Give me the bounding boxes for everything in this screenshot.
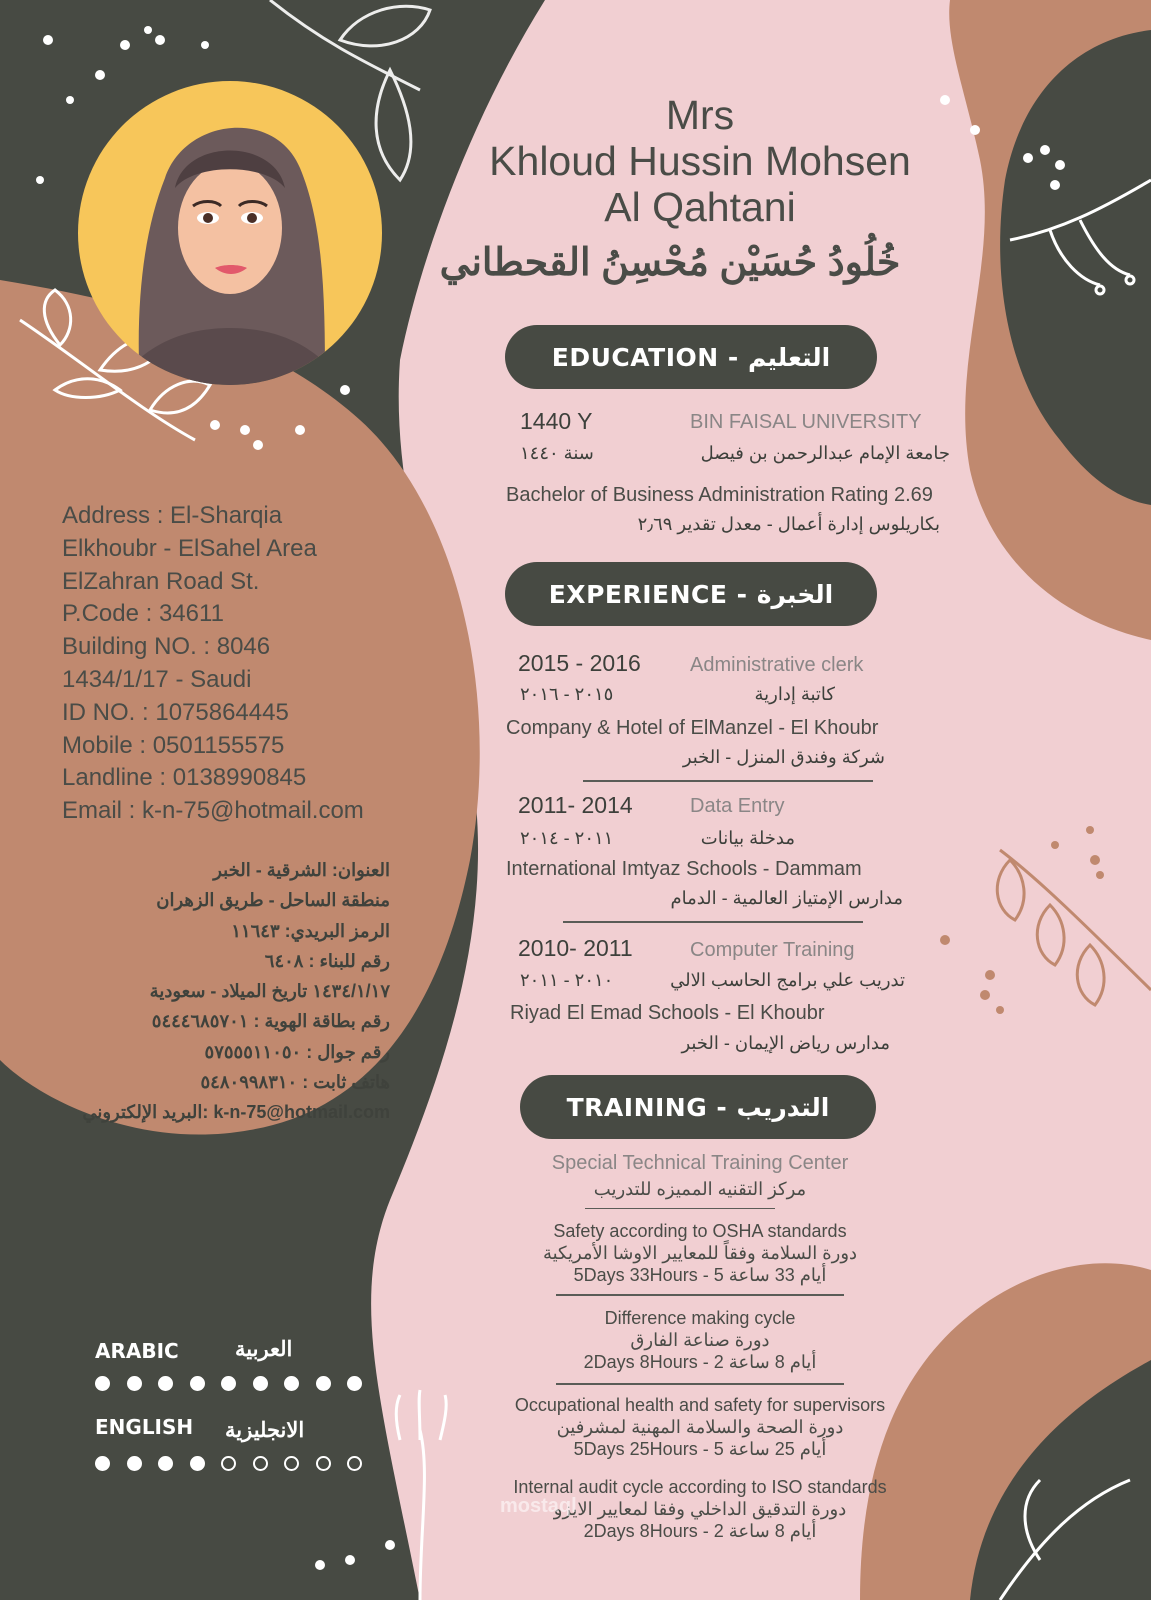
level-dot-filled [316, 1376, 331, 1391]
training-duration: 5Days 33Hours - 5 أيام 33 ساعة [573, 1265, 827, 1285]
contact-arabic [30, 855, 390, 1128]
language-label-ar: العربية [235, 1338, 293, 1361]
divider [563, 921, 863, 923]
training-item [480, 1394, 920, 1460]
name-prefix: Mrs [665, 92, 735, 138]
education-university: BIN FAISAL UNIVERSITY [690, 411, 922, 433]
contact-english [62, 500, 364, 828]
experience-company: International Imtyaz Schools - Dammam [506, 858, 862, 880]
contact-email: Email : k-n-75@hotmail.com [62, 797, 364, 825]
contact-line-ar: هاتف ثابت : ٥٤٨٠٩٩٨٣١٠ [200, 1072, 390, 1093]
contact-line: ID NO. : 1075864445 [62, 698, 289, 726]
level-dot-empty [316, 1456, 331, 1471]
level-dot-filled [221, 1376, 236, 1391]
name-line-2: Al Qahtani [604, 184, 796, 230]
experience-role-ar: كاتبة إدارية [754, 684, 835, 704]
training-title: Internal audit cycle according to ISO standards [513, 1477, 887, 1497]
contact-line: 1434/1/17 - Saudi [62, 665, 252, 693]
contact-line-ar: ١٤٣٤/١/١٧ تاريخ الميلاد - سعودية [149, 981, 390, 1002]
education-degree: Bachelor of Business Administration Rating 2.69 [506, 484, 933, 506]
training-title: Safety according to OSHA standards [553, 1221, 847, 1241]
contact-line: P.Code : 34611 [62, 600, 224, 628]
divider [585, 1208, 775, 1209]
experience-company-ar: مدارس الإمتياز العالمية - الدمام [670, 888, 903, 908]
level-dot-empty [253, 1456, 268, 1471]
contact-line-ar: رقم للبناء : ٦٤٠٨ [264, 950, 390, 971]
experience-company: Company & Hotel of ElManzel - El Khoubr [506, 717, 879, 739]
contact-line-ar: العنوان: الشرقية - الخبر [213, 860, 390, 880]
training-title: Occupational health and safety for supervisors [514, 1395, 886, 1415]
education-year-ar: سنة ١٤٤٠ [520, 443, 594, 463]
divider [556, 1294, 844, 1296]
contact-line: Building NO. : 8046 [62, 633, 271, 661]
avatar [75, 78, 385, 388]
language-label-ar: الانجليزية [225, 1419, 305, 1442]
training-title-ar: دورة صناعة الفارق [630, 1330, 770, 1350]
contact-line: Elkhoubr - ElSahel Area [62, 534, 317, 562]
training-title-ar: دورة الصحة والسلامة المهنية لمشرفين [556, 1417, 844, 1437]
level-dot-filled [190, 1456, 205, 1471]
level-dot-filled [95, 1376, 110, 1391]
level-dot-filled [190, 1376, 205, 1391]
training-duration: 2Days 8Hours - 2 أيام 8 ساعة [583, 1521, 817, 1541]
level-dot-filled [158, 1456, 173, 1471]
experience-years-ar: ٢٠١٠ - ٢٠١١ [520, 970, 614, 990]
language-level-english [95, 1456, 375, 1472]
training-title-ar: دورة السلامة وفقاً للمعايير الاوشا الأمريكية [542, 1243, 858, 1263]
level-dot-empty [347, 1456, 362, 1471]
experience-role: Computer Training [690, 939, 855, 961]
training-title-ar: دورة التدقيق الداخلي وفقا لمعايير الايزو [553, 1499, 847, 1519]
experience-company-ar: مدارس رياض الإيمان - الخبر [681, 1033, 890, 1053]
experience-years-ar: ٢٠١١ - ٢٠١٤ [520, 828, 614, 848]
level-dot-filled [95, 1456, 110, 1471]
education-year: 1440 Y [520, 408, 593, 434]
name-arabic: خُلُودُ حُسَيْن مُحْسِنُ القحطاني [439, 242, 901, 284]
name-line-1: Khloud Hussin Mohsen [489, 138, 911, 184]
contact-line: ElZahran Road St. [62, 567, 260, 595]
language-level-arabic [95, 1376, 375, 1392]
contact-line-ar: الرمز البريدي: ١١٦٤٣ [231, 920, 390, 941]
level-dot-empty [221, 1456, 236, 1471]
watermark: mostaql [500, 1495, 577, 1517]
level-dot-filled [127, 1376, 142, 1391]
level-dot-filled [127, 1456, 142, 1471]
experience-company: Riyad El Emad Schools - El Khoubr [510, 1002, 825, 1024]
training-heading: TRAINING - التدريب [520, 1075, 876, 1139]
level-dot-filled [158, 1376, 173, 1391]
contact-line-ar: رقم بطاقة الهوية : ٥٤٤٤٦٨٥٧٠١ [151, 1011, 390, 1032]
divider [556, 1383, 844, 1385]
training-center: Special Technical Training Center [551, 1152, 849, 1174]
divider [583, 780, 873, 782]
level-dot-filled [253, 1376, 268, 1391]
level-dot-filled [347, 1376, 362, 1391]
experience-years-ar: ٢٠١٥ - ٢٠١٦ [520, 684, 614, 704]
experience-heading: EXPERIENCE - الخبرة [505, 562, 877, 626]
language-label: ARABIC [95, 1339, 179, 1363]
experience-role: Administrative clerk [690, 654, 864, 676]
experience-role-ar: تدريب علي برامج الحاسب الالي [670, 970, 905, 990]
experience-years: 2011- 2014 [518, 792, 633, 818]
contact-line-ar: منطقة الساحل - طريق الزهران [156, 890, 390, 911]
contact-line: Mobile : 0501155575 [62, 731, 285, 759]
training-title: Difference making cycle [604, 1308, 796, 1328]
contact-line-ar: رقم جوال : ٥٧٥٥٥١١٠٥٠ [204, 1041, 390, 1062]
contact-line: Landline : 0138990845 [62, 764, 307, 792]
experience-years: 2015 - 2016 [518, 650, 641, 676]
training-duration: 5Days 25Hours - 5 أيام 25 ساعة [573, 1439, 827, 1459]
education-university-ar: جامعة الإمام عبدالرحمن بن فيصل [700, 443, 950, 463]
experience-company-ar: شركة وفندق المنزل - الخبر [682, 747, 885, 767]
experience-role: Data Entry [690, 795, 785, 817]
experience-role-ar: مدخلة بيانات [700, 828, 795, 848]
level-dot-empty [284, 1456, 299, 1471]
training-item [480, 1220, 920, 1286]
name-title [430, 92, 970, 230]
training-item [480, 1307, 920, 1373]
training-center-ar: مركز التقنيه المميزه للتدريب [593, 1179, 807, 1199]
education-degree-ar: بكاريلوس إدارة أعمال - معدل تقدير ٢٫٦٩ [637, 514, 940, 534]
contact-email-ar: البريد الإلكتروني: k-n-75@hotmail.com [82, 1102, 390, 1123]
floral-right-mid [997, 850, 1151, 1005]
language-label: ENGLISH [95, 1415, 194, 1439]
contact-line: Address : El-Sharqia [62, 502, 283, 529]
level-dot-filled [284, 1376, 299, 1391]
education-heading: EDUCATION - التعليم [505, 325, 877, 389]
training-duration: 2Days 8Hours - 2 أيام 8 ساعة [583, 1352, 817, 1372]
experience-years: 2010- 2011 [518, 935, 633, 961]
